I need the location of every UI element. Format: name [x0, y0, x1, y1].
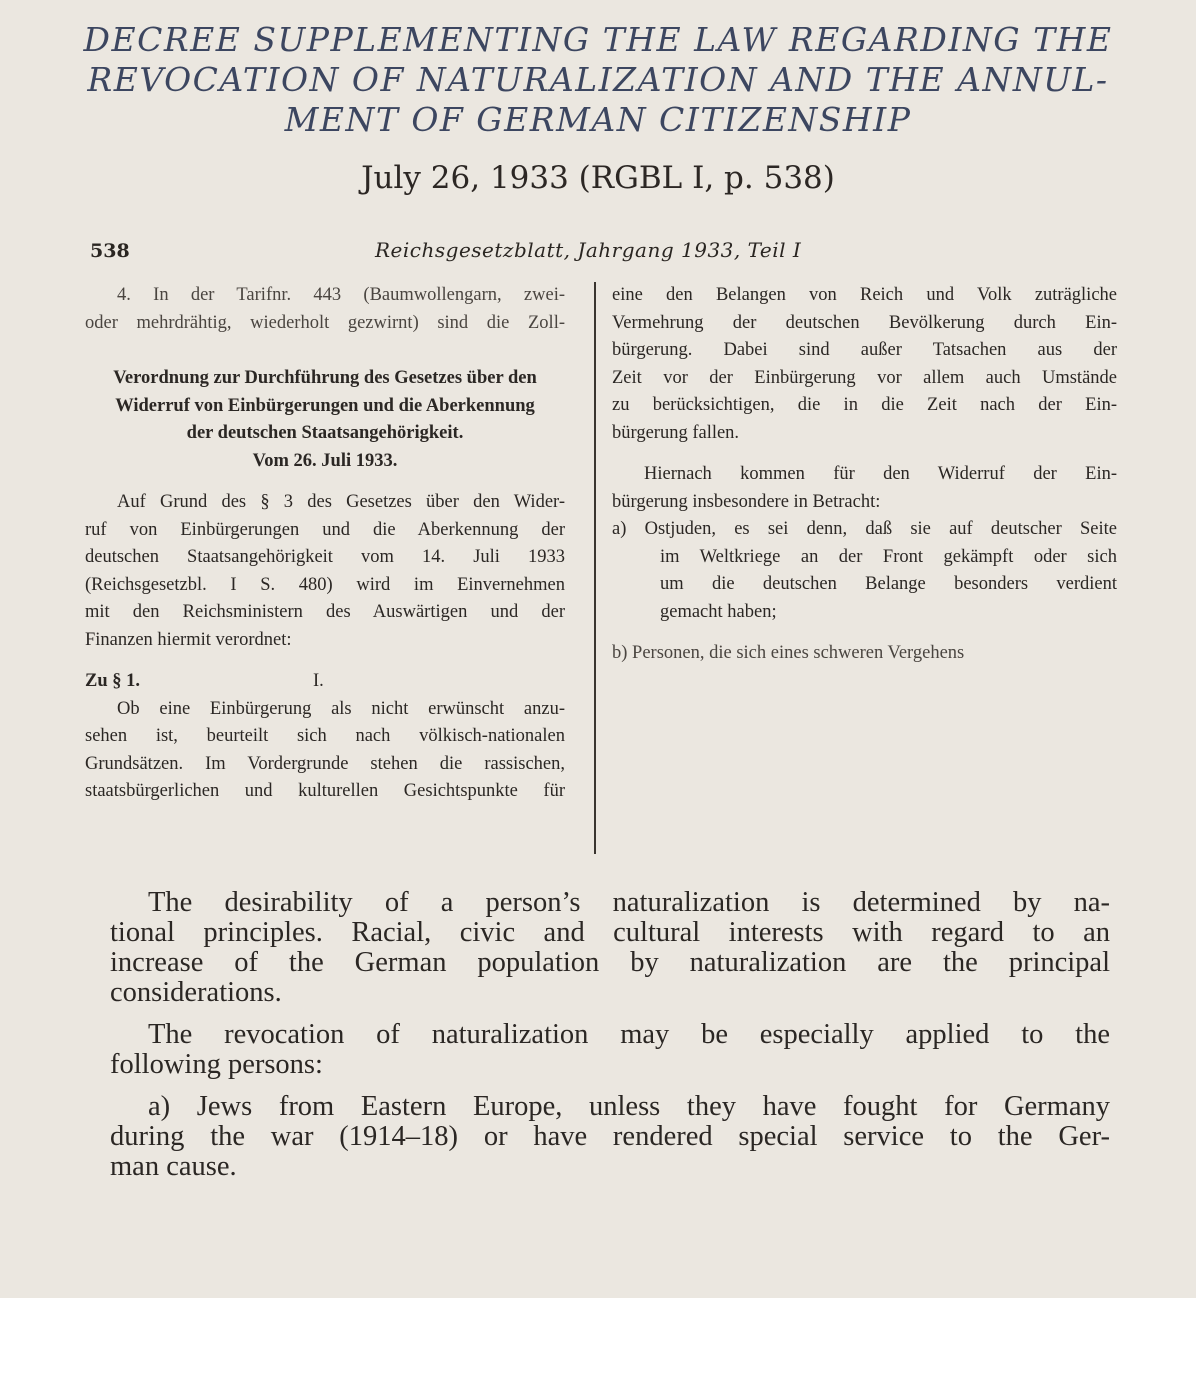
gazette-page-number: 538 [90, 240, 130, 262]
body-line: sehen ist, beurteilt sich nach völkisch-nationalen [85, 726, 565, 746]
preamble-line: mit den Reichsministern des Auswärtigen und der [85, 602, 565, 622]
preamble-line: ruf von Einbürgerungen und die Aberkennung der [85, 519, 565, 540]
fragment-line: oder mehrdrähtig, wiederholt gezwirnt) sind die Zoll- [85, 312, 565, 333]
section-roman-numeral: I. [313, 671, 324, 691]
body-line: zu berücksichtigen, die in die Zeit nach der Ein- [612, 395, 1117, 415]
section-heading [85, 668, 565, 696]
body-line: bürgerung insbesondere in Betracht: [612, 491, 881, 512]
preamble-line: (Reichsgesetzbl. I S. 480) wird im Einvernehmen [85, 574, 565, 595]
fragment-line: 4. In der Tarifnr. 443 (Baumwollengarn, zwei- [117, 285, 565, 305]
column-divider [594, 282, 596, 854]
english-translation [110, 888, 1110, 1182]
gazette-right-column [612, 282, 1117, 668]
preamble-line: Auf Grund des § 3 des Gesetzes über den Wider- [117, 492, 565, 512]
gazette-running-head: Reichsgesetzblatt, Jahrgang 1933, Teil I [375, 238, 802, 262]
decree-heading-line: Verordnung zur Durchführung des Gesetzes über den [113, 368, 537, 388]
section-paragraph-ref: Zu § 1. [85, 671, 141, 691]
title-line-2: REVOCATION OF NATURALIZATION AND THE ANNUL- [87, 60, 1109, 99]
title-line-3: MENT OF GERMAN CITIZENSHIP [284, 100, 912, 139]
preamble-line: Finanzen hiermit verordnet: [85, 629, 292, 650]
translation-line: during the war (1914–18) or have rendered special service to the Ger- [110, 1122, 1110, 1152]
body-line: Grundsätzen. Im Vordergrunde stehen die rassischen, [85, 753, 565, 774]
decree-heading-line: der deutschen Staatsangehörigkeit. [186, 423, 464, 443]
list-item-a-line: gemacht haben; [660, 601, 777, 622]
preamble-line: deutschen Staatsangehörigkeit vom 14. Juli 1933 [85, 547, 565, 567]
list-item-a-line: a) Ostjuden, es sei denn, daß sie auf deutscher Seite [612, 519, 1117, 539]
translation-line: following persons: [110, 1050, 323, 1080]
body-line: Zeit vor der Einbürgerung vor allem auch Umstände [612, 367, 1117, 388]
body-line: bürgerung fallen. [612, 422, 740, 443]
body-line: bürgerung. Dabei sind außer Tatsachen aus der [612, 340, 1117, 360]
translation-line: man cause. [110, 1152, 237, 1182]
list-item-b-line: b) Personen, die sich eines schweren Vergehens [612, 643, 965, 663]
list-item-a-line: im Weltkriege an der Front gekämpft oder sich [660, 546, 1117, 567]
body-line: Ob eine Einbürgerung als nicht erwünscht anzu- [117, 698, 565, 719]
translation-line: considerations. [110, 978, 282, 1008]
date-line: July 26, 1933 (RGBL I, p. 538) [361, 160, 835, 196]
gazette-left-column [85, 282, 565, 806]
list-item-a-line: um die deutschen Belange besonders verdient [660, 574, 1117, 594]
translation-line: increase of the German population by naturalization are the principal [110, 948, 1110, 978]
translation-line: The revocation of naturalization may be especially applied to the [148, 1020, 1110, 1050]
decree-date-line: Vom 26. Juli 1933. [252, 450, 398, 471]
body-line: staatsbürgerlichen und kulturellen Gesichtspunkte für [85, 781, 565, 801]
title-line-1: DECREE SUPPLEMENTING THE LAW REGARDING THE [83, 20, 1113, 59]
footer-area [0, 1298, 1196, 1390]
body-line: eine den Belangen von Reich und Volk zuträgliche [612, 285, 1117, 305]
decree-heading-line: Widerruf von Einbürgerungen und die Aberkennung [115, 395, 535, 416]
translation-line: The desirability of a person’s naturalization is determined by na- [148, 888, 1110, 918]
translation-line: tional principles. Racial, civic and cultural interests with regard to an [110, 918, 1110, 948]
body-line: Hiernach kommen für den Widerruf der Ein- [644, 464, 1117, 484]
body-line: Vermehrung der deutschen Bevölkerung durch Ein- [612, 312, 1117, 333]
translation-line: a) Jews from Eastern Europe, unless they have fought for Germany [148, 1092, 1110, 1122]
